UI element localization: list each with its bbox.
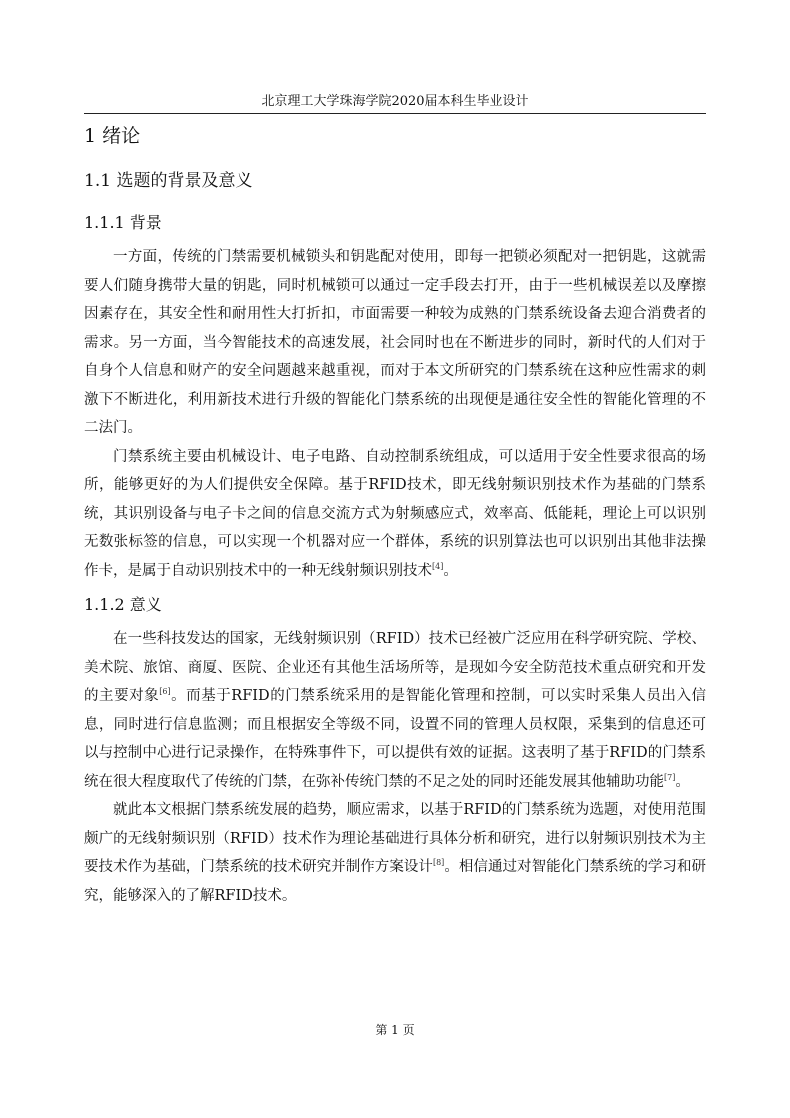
paragraph-text-end: 。	[675, 773, 690, 790]
paragraph-text-end: 。相信通过对智能化门禁系统的学习和研究，能够深入的了解RFID技术。	[84, 859, 707, 904]
subsection-title-significance: 1.1.2 意义	[84, 595, 162, 614]
page-header	[84, 93, 706, 114]
paragraph-text-end: 。	[443, 562, 458, 579]
citation-ref: [7]	[664, 772, 676, 782]
paragraph-text: 就此本文根据门禁系统发展的趋势，顺应需求，以基于RFID的门禁系统为选题，对使用范围颇广的无线射频识别（RFID）技术作为理论基础进行具体分析和研究，进行以射频识别技术为主要技术作为基础，门禁系统的技术研究并制作方案设计	[84, 802, 706, 875]
header-text: 北京理工大学珠海学院2020届本科生毕业设计	[261, 94, 529, 109]
paragraph-background-1: 一方面，传统的门禁需要机械锁头和钥匙配对使用，即每一把锁必须配对一把钥匙，这就需要人们随身携带大量的钥匙，同时机械锁可以通过一定手段去打开，由于一些机械误差以及摩擦因素存在，其安全性和耐用性大打折扣，市面需要一种较为成熟的门禁系统设备去迎合消费者的需求。另一方面，当今智能技术的高速发展，社会同时也在不断进步的同时，新时代的人们对于自身个人信息和财产的安全问题越来越重视，而对于本文所研究的门禁系统在这种应性需求的刺激下不断进化，利用新技术进行升级的智能化门禁系统的出现便是通往安全性的智能化管理的不二法门。	[84, 249, 706, 436]
paragraph-text: 在一些科技发达的国家，无线射频识别（RFID）技术已经被广泛应用在科学研究院、学校、美术院、旅馆、商厦、医院、企业还有其他生活场所等，是现如今安全防范技术重点研究和开发的主要对象	[84, 631, 706, 704]
page-footer	[0, 1021, 790, 1038]
subsection-title-background: 1.1.1 背景	[84, 213, 162, 232]
paragraph-significance-1	[84, 625, 706, 796]
page-content	[84, 118, 706, 910]
paragraph-text: 门禁系统主要由机械设计、电子电路、自动控制系统组成，可以适用于安全性要求很高的场所，能够更好的为人们提供安全保障。基于RFID技术，即无线射频识别技术作为基础的门禁系统，其识别设备与电子卡之间的信息交流方式为射频感应式，效率高、低能耗，理论上可以识别无数张标签的信息，可以实现一个机器对应一个群体，系统的识别算法也可以识别出其他非法操作卡，是属于自动识别技术中的一种无线射频识别技术	[84, 448, 706, 579]
citation-ref: [6]	[159, 687, 171, 696]
section-title: 1.1 选题的背景及意义	[84, 171, 253, 191]
page-number: 第 1 页	[375, 1023, 415, 1037]
paragraph-background-2	[84, 443, 706, 586]
paragraph-significance-2	[84, 796, 706, 910]
paragraph-text-middle: 。而基于RFID的门禁系统采用的是智能化管理和控制，可以实时采集人员出入信息，同时进行信息监测；而且根据安全等级不同，设置不同的管理人员权限，采集到的信息还可以与控制中心进行记录操作，在特殊事件下，可以提供有效的证据。这表明了基于RFID的门禁系统在很大程度取代了传统的门禁，在弥补传统门禁的不足之处的同时还能发展其他辅助功能	[84, 688, 706, 790]
chapter-title: 1 绪论	[84, 125, 141, 147]
citation-ref: [8]	[432, 858, 445, 867]
citation-ref: [4]	[432, 561, 444, 571]
